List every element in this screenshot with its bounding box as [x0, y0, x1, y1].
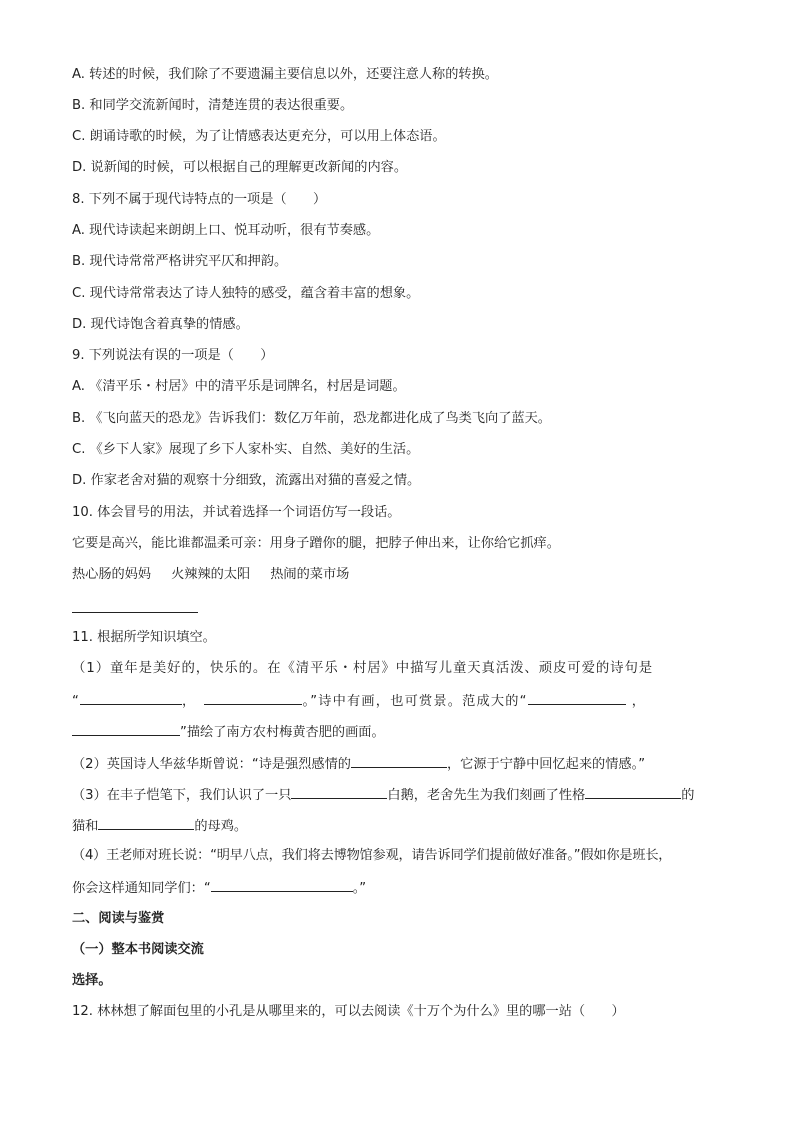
q11-blank-7[interactable] — [585, 784, 681, 799]
q11-blank-4[interactable] — [72, 721, 180, 736]
q11-blank-3[interactable] — [528, 690, 626, 705]
q7-option-c: C. 朗诵诗歌的时候，为了让情感表达更充分，可以用上体态语。 — [72, 129, 446, 144]
q11-part4-line2 — [72, 877, 366, 899]
q11-stem: 11. 根据所学知识填空。 — [72, 630, 216, 645]
q11-text: 的母鸡。 — [194, 819, 248, 834]
q11-part2 — [72, 753, 645, 775]
q10-word-3: 热闹的菜市场 — [270, 567, 350, 582]
q9-stem: 9. 下列说法有误的一项是（ ） — [72, 348, 274, 363]
q10-stem: 10. 体会冒号的用法，并试着选择一个词语仿写一段话。 — [72, 505, 401, 520]
q11-text: 。” — [352, 881, 367, 896]
q11-text: ，它源于宁静中回忆起来的情感。” — [446, 757, 646, 772]
q10-answer-line[interactable] — [72, 612, 198, 613]
q11-part1-line3 — [72, 721, 385, 743]
q11-blank-2[interactable] — [204, 690, 302, 705]
q11-part3-line2 — [72, 815, 247, 837]
q7-option-a: A. 转述的时候，我们除了不要遗漏主要信息以外，还要注意人称的转换。 — [72, 67, 498, 82]
q11-text: ， — [631, 694, 647, 709]
q11-blank-6[interactable] — [291, 784, 387, 799]
q8-option-c: C. 现代诗常常表达了诗人独特的感受，蕴含着丰富的想象。 — [72, 286, 420, 301]
q11-text: 白鹅，老舍先生为我们刻画了性格 — [387, 788, 586, 803]
section-title: 二、阅读与鉴赏 — [72, 911, 165, 926]
q8-option-b: B. 现代诗常常严格讲究平仄和押韵。 — [72, 254, 288, 269]
q11-text: （2）英国诗人华兹华斯曾说：“诗是强烈感情的 — [72, 757, 351, 772]
q8-option-a: A. 现代诗读起来朗朗上口、悦耳动听，很有节奏感。 — [72, 223, 380, 238]
q10-word-2: 火辣辣的太阳 — [171, 567, 251, 582]
q10-word-options — [72, 565, 349, 585]
q11-text: ， — [182, 694, 197, 709]
q12-stem: 12. 林林想了解面包里的小孔是从哪里来的，可以去阅读《十万个为什么》里的哪一站（ ） — [72, 1004, 625, 1019]
q11-blank-8[interactable] — [98, 815, 194, 830]
q7-option-d: D. 说新闻的时候，可以根据自己的理解更改新闻的内容。 — [72, 160, 408, 175]
subsection-title: （一）整本书阅读交流 — [72, 942, 204, 957]
q10-example: 它要是高兴，能比谁都温柔可亲：用身子蹭你的腿，把脖子伸出来，让你给它抓痒。 — [72, 536, 560, 551]
q11-part4-line1: （4）王老师对班长说：“明早八点，我们将去博物馆参观，请告诉同学们提前做好准备。”假如你是班长， — [72, 848, 672, 863]
q9-option-b: B. 《飞向蓝天的恐龙》告诉我们：数亿万年前，恐龙都进化成了鸟类飞向了蓝天。 — [72, 411, 551, 426]
q8-option-d: D. 现代诗饱含着真挚的情感。 — [72, 317, 249, 332]
choose-heading: 选择。 — [72, 973, 112, 988]
q11-text: 的 — [681, 788, 695, 803]
q9-option-c: C. 《乡下人家》展现了乡下人家朴实、自然、美好的生活。 — [72, 442, 420, 457]
q11-part1-line2 — [72, 690, 646, 712]
q11-blank-9[interactable] — [211, 877, 353, 892]
q11-blank-1[interactable] — [80, 690, 182, 705]
q11-text: 猫和 — [72, 819, 99, 834]
q9-option-d: D. 作家老舍对猫的观察十分细致，流露出对猫的喜爱之情。 — [72, 473, 421, 488]
q11-text: “ — [72, 694, 81, 709]
q11-part1-line1: （1）童年是美好的，快乐的。在《清平乐・村居》中描写儿童天真活泼、顽皮可爱的诗句是 — [72, 661, 654, 676]
q9-option-a: A. 《清平乐・村居》中的清平乐是词牌名，村居是词题。 — [72, 379, 406, 394]
q11-text: 。”诗中有画，也可赏景。范成大的“ — [302, 694, 528, 709]
q11-text: 你会这样通知同学们：“ — [72, 881, 211, 896]
q11-blank-5[interactable] — [351, 753, 447, 768]
q11-text: （3）在丰子恺笔下，我们认识了一只 — [72, 788, 292, 803]
q10-word-1: 热心肠的妈妈 — [72, 567, 152, 582]
q11-part3-line1 — [72, 784, 694, 806]
q7-option-b: B. 和同学交流新闻时，清楚连贯的表达很重要。 — [72, 98, 354, 113]
q11-text: ”描绘了南方农村梅黄杏肥的画面。 — [180, 725, 385, 740]
q8-stem: 8. 下列不属于现代诗特点的一项是（ ） — [72, 192, 327, 207]
